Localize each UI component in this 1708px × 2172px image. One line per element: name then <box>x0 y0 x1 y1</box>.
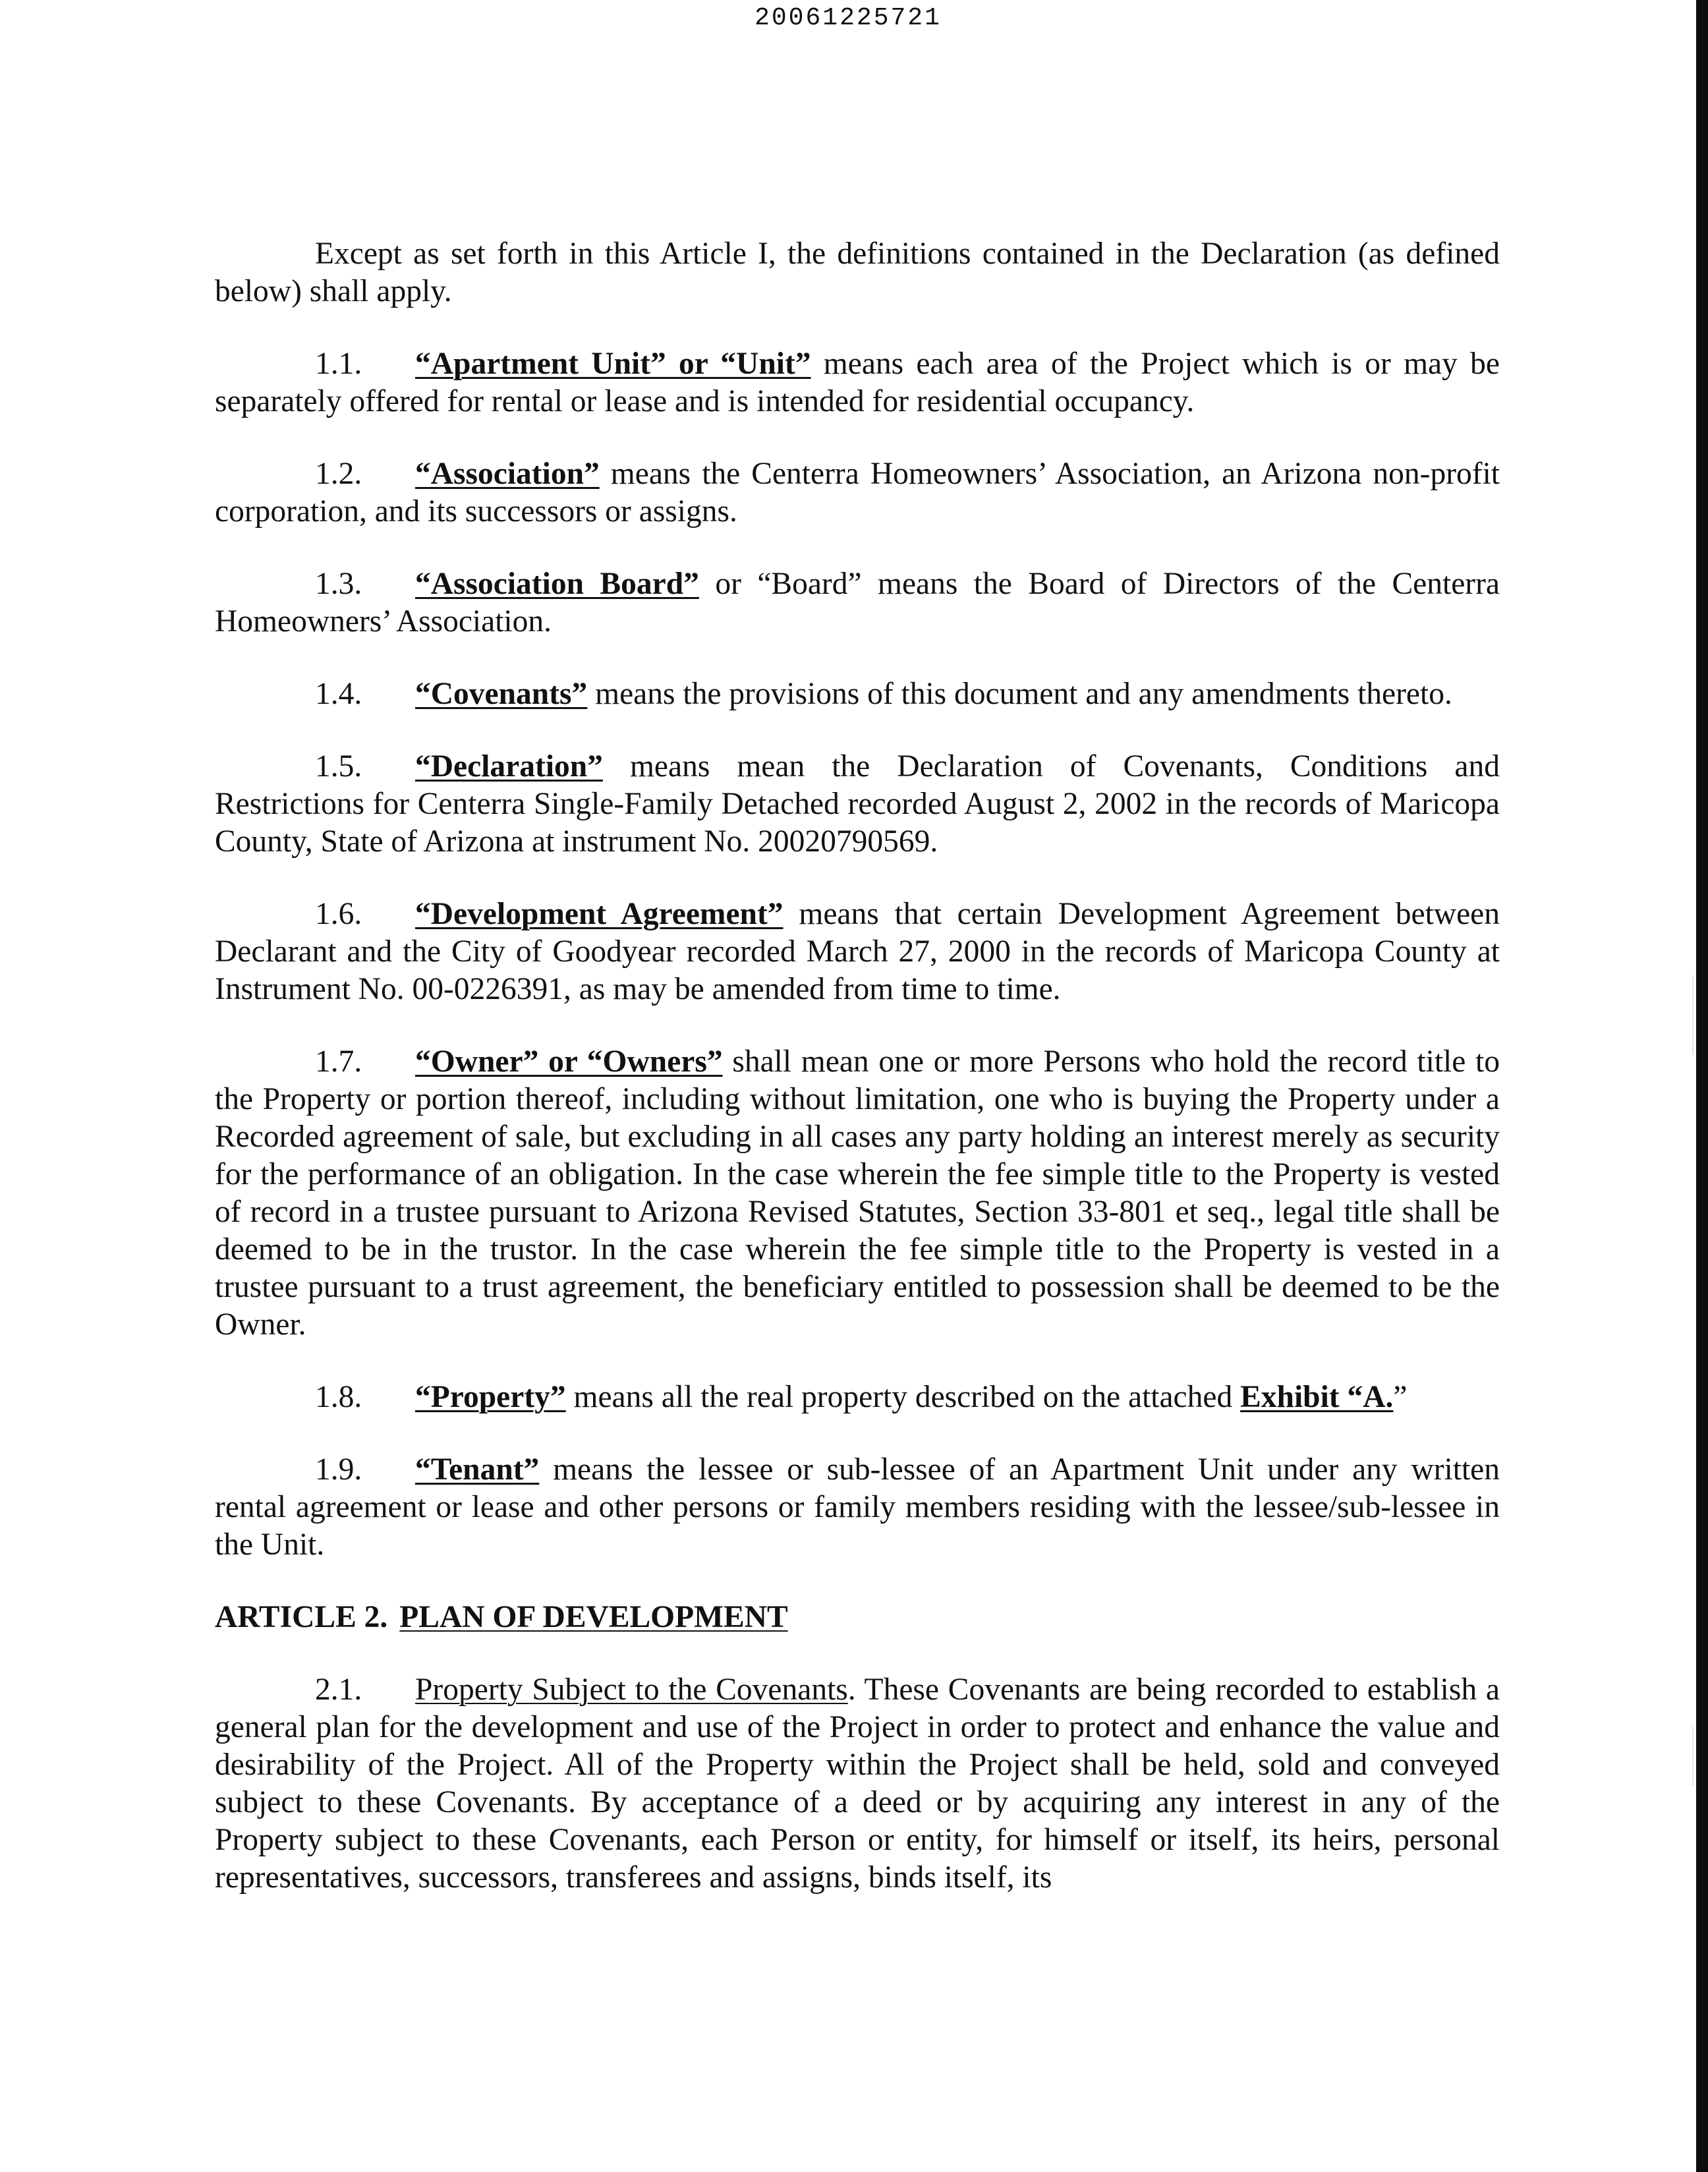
definition-1-3 <box>215 565 1500 641</box>
defined-term: “Apartment Unit” or “Unit” <box>415 347 811 381</box>
section-number: 2.1. <box>315 1672 362 1707</box>
document-number: 20061225721 <box>754 4 942 32</box>
scan-artifact-line <box>1692 975 1694 1054</box>
document-body <box>215 235 1500 1931</box>
defined-term: “Property” <box>415 1380 566 1414</box>
definition-text: means all the real property described on the attached <box>565 1380 1241 1414</box>
definition-text: means each area of the Project which is or may be separately offered for rental or lease and is intended for residential occupancy. <box>215 347 1500 418</box>
definition-number: 1.5. <box>315 749 362 784</box>
definition-1-4 <box>215 675 1500 713</box>
defined-term: “Tenant” <box>415 1452 540 1487</box>
definition-text: shall mean one or more Persons who hold the record title to the Property or portion thereof, including without limitation, one who is buying the Property under a Recorded agreement of sale, but excluding in all cases any party holding an interest merely as security for the performance of an obligation. In the case wherein the fee simple title to the Property is vested of record in a trustee pursuant to Arizona Revised Statutes, Section 33-801 et seq., legal title shall be deemed to be in the trustor. In the case wherein the fee simple title to the Property is vested in a trustee pursuant to a trust agreement, the beneficiary entitled to possession shall be deemed to be the Owner. <box>215 1044 1500 1342</box>
definition-text: means the lessee or sub-lessee of an Apartment Unit under any written rental agreement or lease and other persons or family members residing with the lessee/sub-lessee in the Unit. <box>215 1452 1500 1562</box>
definition-number: 1.9. <box>315 1452 362 1487</box>
definition-text-tail: ” <box>1393 1380 1408 1414</box>
definition-1-9 <box>215 1451 1500 1564</box>
scan-edge-bar <box>1696 0 1708 2172</box>
defined-term: “Owner” or “Owners” <box>415 1044 723 1079</box>
definition-number: 1.3. <box>315 567 362 601</box>
defined-term: “Declaration” <box>415 749 603 784</box>
definition-number: 1.2. <box>315 457 362 491</box>
definition-1-6 <box>215 896 1500 1008</box>
definition-text: means mean the Declaration of Covenants, Conditions and Restrictions for Centerra Single-Family Detached recorded August 2, 2002 in the records of Maricopa County, State of Arizona at instrument No. 20020790569. <box>215 749 1500 859</box>
definition-text: means that certain Development Agreement between Declarant and the City of Goodyear recorded March 27, 2000 in the records of Maricopa County at Instrument No. 00-0226391, as may be amended from time to time. <box>215 897 1500 1006</box>
intro-paragraph: Except as set forth in this Article I, the definitions contained in the Declaration (as defined below) shall apply. <box>215 237 1500 308</box>
defined-term: “Covenants” <box>415 677 588 711</box>
definition-number: 1.6. <box>315 897 362 931</box>
exhibit-reference: Exhibit “A. <box>1240 1380 1394 1414</box>
defined-term: “Association” <box>415 457 600 491</box>
article-title: PLAN OF DEVELOPMENT <box>399 1600 788 1634</box>
definition-number: 1.1. <box>315 347 362 381</box>
definition-1-7 <box>215 1043 1500 1344</box>
definition-number: 1.7. <box>315 1044 362 1079</box>
definition-text: or “Board” means the Board of Directors of the Centerra Homeowners’ Association. <box>215 567 1500 639</box>
defined-term: “Development Agreement” <box>415 897 783 931</box>
section-text: . These Covenants are being recorded to establish a general plan for the development and use of the Project in order to protect and enhance the value and desirability of the Project. All of the Property within the Project shall be held, sold and conveyed subject to these Covenants. By acceptance of a deed or by acquiring any interest in any of the Property subject to these Covenants, each Person or entity, for himself or itself, its heirs, personal representatives, successors, transferees and assigns, binds itself, its <box>215 1672 1500 1895</box>
definition-1-2 <box>215 455 1500 530</box>
scan-artifact-line <box>1692 1727 1694 1786</box>
definition-text: means the provisions of this document and any amendments thereto. <box>587 677 1452 711</box>
section-heading: Property Subject to the Covenants <box>415 1672 848 1707</box>
definition-1-5 <box>215 748 1500 861</box>
article-2-heading <box>215 1599 1500 1636</box>
defined-term: “Association Board” <box>415 567 699 601</box>
definition-1-8 <box>215 1379 1500 1416</box>
article-label: ARTICLE 2. <box>215 1600 388 1634</box>
definition-1-1 <box>215 345 1500 420</box>
section-2-1 <box>215 1671 1500 1897</box>
definition-text: means the Centerra Homeowners’ Association, an Arizona non-profit corporation, and its successors or assigns. <box>215 457 1500 529</box>
definition-number: 1.8. <box>315 1380 362 1414</box>
definition-number: 1.4. <box>315 677 362 711</box>
